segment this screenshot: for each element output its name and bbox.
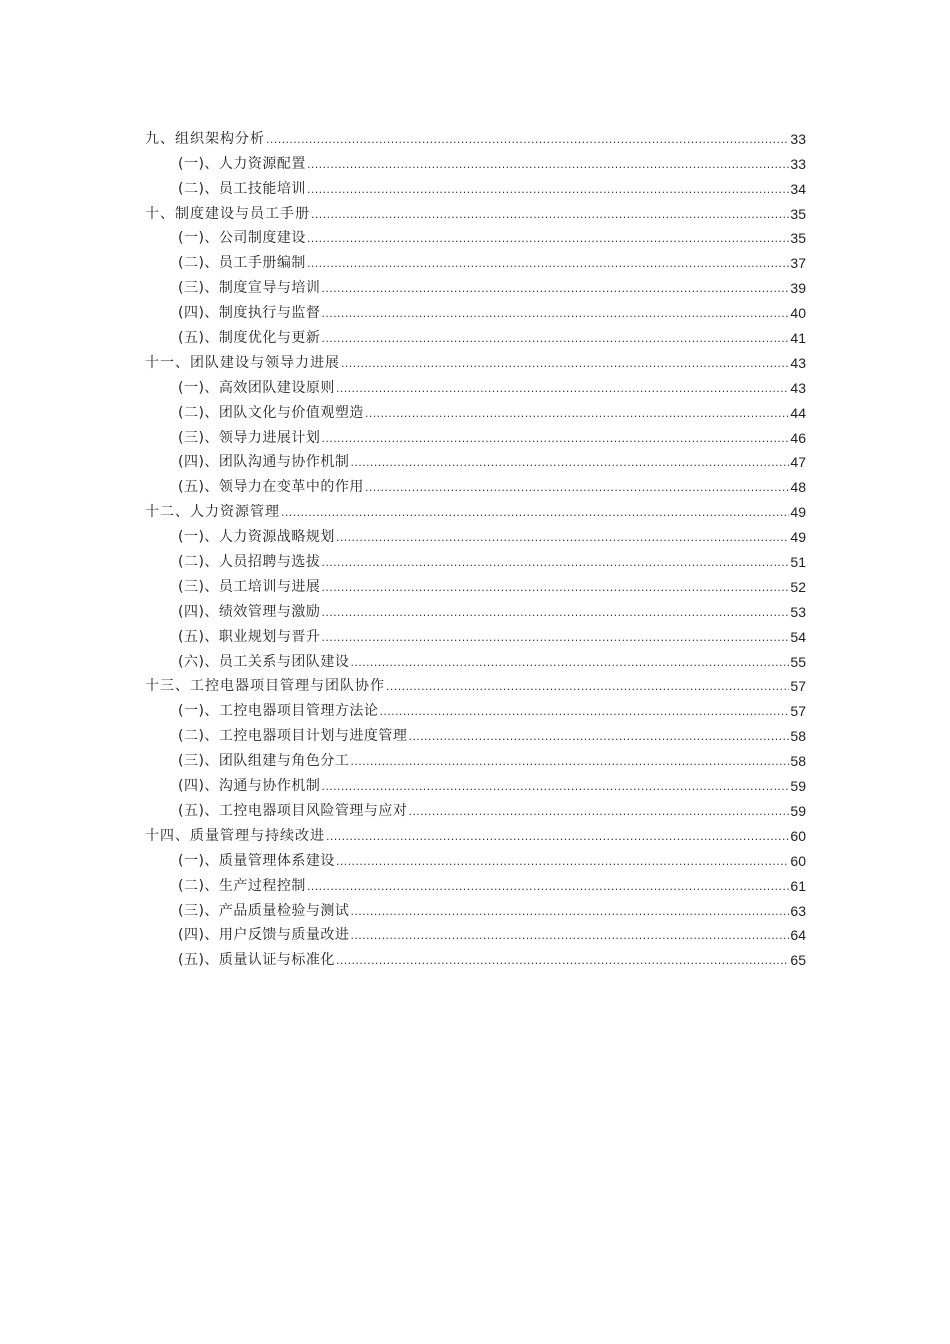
toc-entry-title: 十二、人力资源管理 — [145, 504, 280, 521]
toc-entry-title: (二)、员工技能培训 — [178, 180, 306, 197]
toc-dot-leader — [350, 749, 789, 773]
toc-dot-leader — [307, 152, 789, 176]
toc-page-number: 35 — [790, 230, 806, 247]
toc-dot-leader — [336, 849, 789, 873]
toc-page-number: 33 — [790, 130, 806, 147]
toc-dot-leader — [336, 948, 789, 972]
toc-section-entry[interactable] — [145, 151, 806, 176]
toc-dot-leader — [326, 824, 789, 848]
toc-dot-leader — [365, 475, 789, 499]
toc-chapter-entry[interactable] — [145, 201, 806, 226]
toc-entry-title: 十三、工控电器项目管理与团队协作 — [145, 678, 385, 695]
toc-entry-title: (三)、领导力进展计划 — [178, 429, 321, 446]
toc-entry-title: (二)、人员招聘与选拔 — [178, 554, 321, 571]
toc-dot-leader — [408, 799, 789, 823]
toc-entry-title: (四)、团队沟通与协作机制 — [178, 454, 350, 471]
toc-entry-title: (三)、员工培训与进展 — [178, 578, 321, 595]
toc-dot-leader — [321, 600, 789, 624]
toc-page-number: 57 — [790, 703, 806, 720]
toc-page-number: 52 — [790, 578, 806, 595]
toc-section-entry[interactable] — [145, 524, 806, 549]
toc-page-number: 43 — [790, 354, 806, 371]
toc-section-entry[interactable] — [145, 649, 806, 674]
toc-entry-title: (五)、领导力在变革中的作用 — [178, 479, 364, 496]
toc-dot-leader — [321, 774, 789, 798]
toc-entry-title: (五)、制度优化与更新 — [178, 330, 321, 347]
toc-page-number: 34 — [790, 180, 806, 197]
toc-dot-leader — [408, 724, 789, 748]
toc-entry-title: (五)、职业规划与晋升 — [178, 628, 321, 645]
toc-entry-title: (二)、员工手册编制 — [178, 255, 306, 272]
toc-entry-title: (三)、团队组建与角色分工 — [178, 753, 350, 770]
toc-chapter-entry[interactable] — [145, 350, 806, 375]
toc-entry-title: (三)、制度宣导与培训 — [178, 280, 321, 297]
toc-page-number: 49 — [790, 504, 806, 521]
toc-dot-leader — [321, 301, 789, 325]
toc-page-number: 48 — [790, 479, 806, 496]
toc-page-number: 37 — [790, 255, 806, 272]
toc-section-entry[interactable] — [145, 275, 806, 300]
toc-section-entry[interactable] — [145, 798, 806, 823]
toc-entry-title: (三)、产品质量检验与测试 — [178, 902, 350, 919]
toc-section-entry[interactable] — [145, 474, 806, 499]
toc-entry-title: (四)、用户反馈与质量改进 — [178, 927, 350, 944]
toc-entry-title: (一)、人力资源战略规划 — [178, 529, 335, 546]
toc-section-entry[interactable] — [145, 574, 806, 599]
toc-dot-leader — [350, 650, 789, 674]
toc-page-number: 60 — [790, 827, 806, 844]
toc-page-number: 61 — [790, 877, 806, 894]
toc-page-number: 54 — [790, 628, 806, 645]
toc-section-entry[interactable] — [145, 773, 806, 798]
toc-dot-leader — [336, 376, 789, 400]
toc-page-number: 49 — [790, 529, 806, 546]
toc-page-number: 40 — [790, 305, 806, 322]
toc-entry-title: (五)、质量认证与标准化 — [178, 952, 335, 969]
toc-section-entry[interactable] — [145, 375, 806, 400]
toc-dot-leader — [350, 450, 789, 474]
toc-section-entry[interactable] — [145, 400, 806, 425]
toc-section-entry[interactable] — [145, 226, 806, 251]
toc-page-number: 58 — [790, 753, 806, 770]
toc-page-number: 55 — [790, 653, 806, 670]
toc-entry-title: (一)、质量管理体系建设 — [178, 852, 335, 869]
toc-entry-title: 九、组织架构分析 — [145, 130, 265, 147]
toc-entry-title: (二)、团队文化与价值观塑造 — [178, 404, 364, 421]
toc-page-number: 59 — [790, 778, 806, 795]
toc-dot-leader — [307, 226, 789, 250]
toc-section-entry[interactable] — [145, 325, 806, 350]
toc-entry-title: (一)、工控电器项目管理方法论 — [178, 703, 379, 720]
toc-entry-title: 十四、质量管理与持续改进 — [145, 827, 325, 844]
toc-dot-leader — [311, 202, 789, 226]
toc-page-number: 53 — [790, 603, 806, 620]
toc-entry-title: (六)、员工关系与团队建设 — [178, 653, 350, 670]
toc-dot-leader — [321, 276, 789, 300]
toc-section-entry[interactable] — [145, 425, 806, 450]
toc-section-entry[interactable] — [145, 923, 806, 948]
toc-entry-title: (二)、生产过程控制 — [178, 877, 306, 894]
toc-section-entry[interactable] — [145, 176, 806, 201]
toc-section-entry[interactable] — [145, 599, 806, 624]
toc-page-number: 63 — [790, 902, 806, 919]
toc-dot-leader — [350, 899, 789, 923]
toc-chapter-entry[interactable] — [145, 126, 806, 151]
toc-page-number: 65 — [790, 952, 806, 969]
toc-section-entry[interactable] — [145, 848, 806, 873]
toc-dot-leader — [386, 674, 789, 698]
toc-entry-title: (一)、公司制度建设 — [178, 230, 306, 247]
toc-dot-leader — [321, 625, 789, 649]
toc-dot-leader — [321, 550, 789, 574]
toc-dot-leader — [336, 525, 789, 549]
toc-section-entry[interactable] — [145, 723, 806, 748]
toc-section-entry[interactable] — [145, 898, 806, 923]
toc-section-entry[interactable] — [145, 873, 806, 898]
toc-entry-title: (四)、沟通与协作机制 — [178, 778, 321, 795]
toc-page-number: 64 — [790, 927, 806, 944]
toc-dot-leader — [321, 326, 789, 350]
toc-dot-leader — [307, 874, 789, 898]
toc-entry-title: 十、制度建设与员工手册 — [145, 205, 310, 222]
toc-page-number: 59 — [790, 802, 806, 819]
toc-dot-leader — [379, 699, 789, 723]
toc-entry-title: 十一、团队建设与领导力进展 — [145, 354, 340, 371]
toc-section-entry[interactable] — [145, 947, 806, 972]
toc-section-entry[interactable] — [145, 450, 806, 475]
toc-page-number: 60 — [790, 852, 806, 869]
toc-entry-title: (四)、绩效管理与激励 — [178, 603, 321, 620]
toc-page-number: 44 — [790, 404, 806, 421]
toc-chapter-entry[interactable] — [145, 674, 806, 699]
toc-page-number: 47 — [790, 454, 806, 471]
toc-dot-leader — [281, 500, 789, 524]
toc-page-number: 33 — [790, 155, 806, 172]
toc-section-entry[interactable] — [145, 624, 806, 649]
toc-page-number: 39 — [790, 280, 806, 297]
toc-dot-leader — [365, 401, 789, 425]
toc-dot-leader — [307, 177, 789, 201]
toc-dot-leader — [307, 251, 789, 275]
toc-section-entry[interactable] — [145, 748, 806, 773]
toc-page-number: 46 — [790, 429, 806, 446]
toc-page-number: 57 — [790, 678, 806, 695]
toc-dot-leader — [321, 426, 789, 450]
toc-section-entry[interactable] — [145, 300, 806, 325]
toc-dot-leader — [350, 923, 789, 947]
toc-entry-title: (二)、工控电器项目计划与进度管理 — [178, 728, 408, 745]
toc-entry-title: (一)、高效团队建设原则 — [178, 379, 335, 396]
toc-entry-title: (四)、制度执行与监督 — [178, 305, 321, 322]
toc-dot-leader — [266, 127, 789, 151]
toc-dot-leader — [341, 351, 789, 375]
toc-entry-title: (一)、人力资源配置 — [178, 155, 306, 172]
toc-page-number: 41 — [790, 330, 806, 347]
toc-page-number: 58 — [790, 728, 806, 745]
toc-page-number: 51 — [790, 554, 806, 571]
toc-page-number: 43 — [790, 379, 806, 396]
toc-section-entry[interactable] — [145, 698, 806, 723]
toc-page-number: 35 — [790, 205, 806, 222]
toc-dot-leader — [321, 575, 789, 599]
toc-section-entry[interactable] — [145, 549, 806, 574]
table-of-contents — [145, 126, 806, 972]
toc-chapter-entry[interactable] — [145, 823, 806, 848]
toc-section-entry[interactable] — [145, 250, 806, 275]
toc-chapter-entry[interactable] — [145, 499, 806, 524]
toc-entry-title: (五)、工控电器项目风险管理与应对 — [178, 802, 408, 819]
